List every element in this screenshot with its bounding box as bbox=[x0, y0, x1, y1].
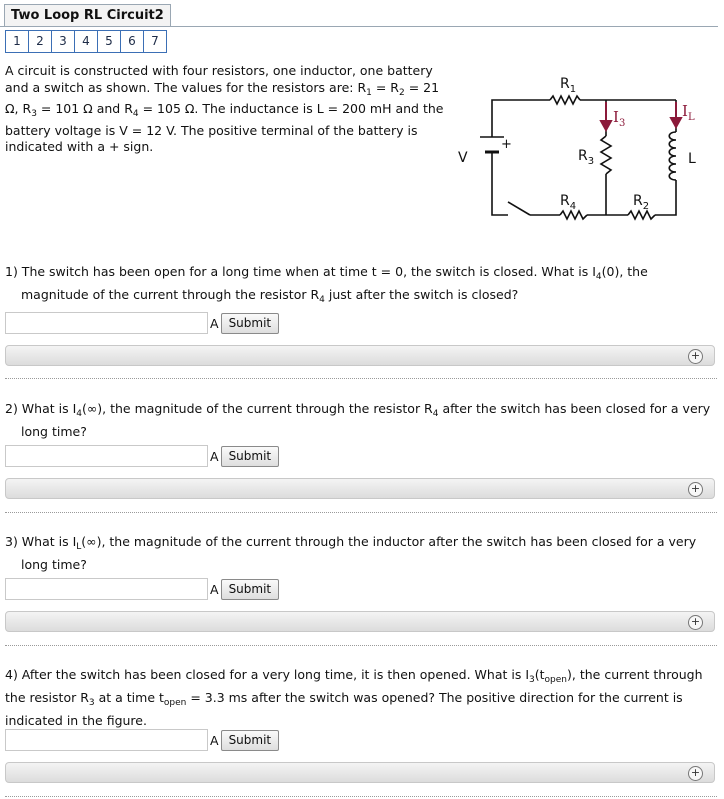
divider bbox=[5, 796, 717, 797]
answer-row-4 bbox=[5, 728, 279, 752]
page-nav bbox=[5, 30, 166, 53]
question-1: 1) The switch has been open for a long time when at time t = 0, the switch is closed. What is $I_4(0)$, the magnitude of the current through the resistor $R_4$ just after the switch is closed? bbox=[5, 264, 648, 305]
page-3-button[interactable]: 3 bbox=[51, 30, 75, 53]
resistor-r3 bbox=[601, 136, 611, 174]
answer-row-2 bbox=[5, 444, 279, 468]
switch-blade bbox=[508, 202, 530, 215]
expand-icon[interactable]: + bbox=[688, 615, 703, 630]
il-arrow-head bbox=[671, 118, 681, 127]
label-plus: + bbox=[501, 137, 512, 152]
title-divider bbox=[0, 26, 718, 27]
circuit-figure bbox=[450, 70, 720, 230]
label-r4: $R_4$ bbox=[560, 193, 577, 212]
answer-4-input[interactable] bbox=[5, 729, 208, 751]
hint-bar-2[interactable] bbox=[5, 478, 715, 499]
wire-right-bottom bbox=[655, 180, 676, 215]
label-i3: $I_3$ bbox=[613, 108, 626, 129]
resistor-r2 bbox=[628, 211, 655, 219]
question-2: 2) What is $I_4(\infty)$, the magnitude of the current through the resistor $R_4$ after the switch has been closed for a very long time? bbox=[5, 401, 711, 439]
label-r3: $R_3$ bbox=[578, 148, 595, 167]
page-1-button[interactable]: 1 bbox=[5, 30, 29, 53]
question-3: 3) What is $I_L(\infty)$, the magnitude of the current through the inductor after the switch has been closed for a very long time? bbox=[5, 534, 697, 572]
problem-statement: A circuit is constructed with four resistors, one inductor, one battery and a switch as shown. The values for the resistors are: $R_1 = R_2 = 21$ Ω, $R_3 = 101$ Ω and $R_4 = 105$ Ω. The inductance is L = 200 mH and the battery voltage is V = 12 V. The positive terminal of the battery is indicated with a + sign. bbox=[5, 63, 444, 154]
label-il: $I_L$ bbox=[682, 102, 695, 123]
page-5-button[interactable]: 5 bbox=[97, 30, 121, 53]
page-7-button[interactable]: 7 bbox=[143, 30, 167, 53]
i3-arrow-head bbox=[601, 121, 611, 130]
answer-1-input[interactable] bbox=[5, 312, 208, 334]
hint-bar-4[interactable] bbox=[5, 762, 715, 783]
answer-4-unit: A bbox=[210, 732, 219, 748]
label-l: L bbox=[688, 151, 696, 167]
hint-bar-1[interactable] bbox=[5, 345, 715, 366]
page-4-button[interactable]: 4 bbox=[74, 30, 98, 53]
submit-2-button[interactable]: Submit bbox=[221, 446, 280, 467]
answer-3-unit: A bbox=[210, 581, 219, 597]
divider bbox=[5, 645, 717, 646]
answer-2-unit: A bbox=[210, 448, 219, 464]
expand-icon[interactable]: + bbox=[688, 482, 703, 497]
answer-3-input[interactable] bbox=[5, 578, 208, 600]
answer-row-3 bbox=[5, 577, 279, 601]
page-title: Two Loop RL Circuit2 bbox=[4, 4, 171, 27]
expand-icon[interactable]: + bbox=[688, 766, 703, 781]
wire-left-bottom bbox=[492, 164, 508, 215]
resistor-r1 bbox=[550, 96, 580, 104]
label-v: V bbox=[458, 150, 468, 166]
page-2-button[interactable]: 2 bbox=[28, 30, 52, 53]
hint-bar-3[interactable] bbox=[5, 611, 715, 632]
label-r1: $R_1$ bbox=[560, 76, 577, 95]
page-6-button[interactable]: 6 bbox=[120, 30, 144, 53]
divider bbox=[5, 512, 717, 513]
divider bbox=[5, 378, 717, 379]
expand-icon[interactable]: + bbox=[688, 349, 703, 364]
answer-2-input[interactable] bbox=[5, 445, 208, 467]
label-r2: $R_2$ bbox=[633, 193, 650, 212]
question-4: 4) After the switch has been closed for a very long time, it is then opened. What is $I_3(t_{open})$, the current through the resistor $R_3$ at a time $t_{open} = 3.3$ ms after the switch was opened? The positive direction for the current is indicated in the figure. bbox=[5, 667, 703, 728]
answer-row-1 bbox=[5, 311, 279, 335]
submit-1-button[interactable]: Submit bbox=[221, 313, 280, 334]
wire-top-left bbox=[492, 100, 550, 137]
submit-4-button[interactable]: Submit bbox=[221, 730, 280, 751]
inductor-coil bbox=[669, 132, 676, 180]
submit-3-button[interactable]: Submit bbox=[221, 579, 280, 600]
resistor-r4 bbox=[560, 211, 587, 219]
answer-1-unit: A bbox=[210, 315, 219, 331]
